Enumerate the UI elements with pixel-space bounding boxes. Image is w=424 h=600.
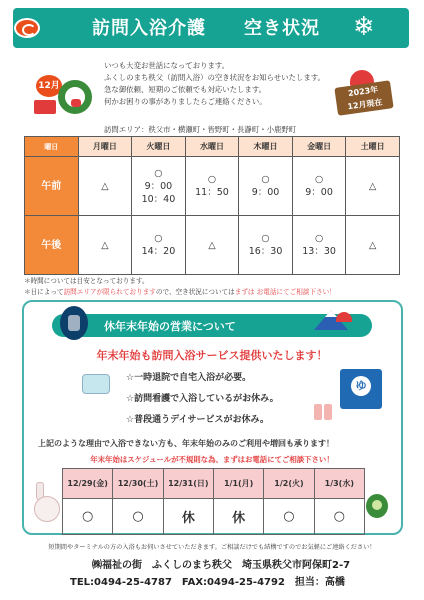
organization-address: 埼玉県秩父市阿保町2-7 (242, 560, 351, 571)
slot-cell: ○ 16：30 (239, 216, 293, 275)
intro-line: 急な御依頼、短期のご依頼でも対応いたします。 (104, 85, 267, 94)
sunrise-icon (336, 312, 352, 322)
holiday-date: 12/30(土) (113, 469, 163, 499)
row-label-pm: 午後 (25, 216, 79, 275)
weekly-schedule-table (24, 136, 400, 275)
holiday-title: 休年末年始の営業について (104, 320, 236, 333)
slot-cell: △ (346, 216, 400, 275)
intro-line: 何かお困りの事がありましたらご連絡ください。 (104, 97, 267, 106)
schedule-row-pm (25, 216, 400, 275)
day-header: 土曜日 (346, 137, 400, 157)
bath-bottles-icon (314, 404, 344, 420)
slot-cell: ○ 9：00 (292, 157, 346, 216)
sign-year: 2023年 (347, 85, 379, 99)
row-label-am: 午前 (25, 157, 79, 216)
holiday-status: ○ (113, 499, 163, 535)
holiday-date: 1/3(水) (314, 469, 364, 499)
wreath-icon (58, 80, 92, 114)
holiday-date: 1/2(火) (264, 469, 314, 499)
footer-note: 短期間やターミナルの方の入浴もお伺いさせていただきます。ご相談だけでも結構ですのでお気軽にご連絡ください！ (48, 544, 376, 551)
holiday-status: 休 (213, 499, 263, 535)
day-header: 木曜日 (239, 137, 293, 157)
intro-line: ふくしのまち秩父（訪問入浴）の空き状況をお知らせいたします。 (104, 73, 325, 82)
schedule-notes (24, 276, 336, 298)
snowflake-icon: ❄ (353, 12, 375, 42)
holiday-status: ○ (264, 499, 314, 535)
slot-cell: ○ 9：00 10：40 (132, 157, 186, 216)
day-header: 火曜日 (132, 137, 186, 157)
holiday-note: 年末年始はスケジュールが不規則な為、まずはお電話にてご相談下さい！ (90, 455, 334, 464)
organization-name: ㈱福祉の街 ふくしのまち秩父 (92, 560, 232, 571)
month-badge: 12月 (36, 75, 62, 97)
bathtub-icon (82, 374, 110, 394)
holiday-status-row (63, 499, 365, 535)
holiday-status: ○ (314, 499, 364, 535)
slot-cell: ○ 13：30 (292, 216, 346, 275)
slot-cell: △ (346, 157, 400, 216)
schedule-header-row (25, 137, 400, 157)
slot-cell: △ (78, 157, 132, 216)
schedule-corner: 曜日 (25, 137, 79, 157)
intro-text (104, 60, 325, 108)
holiday-date: 1/1(月) (213, 469, 263, 499)
holiday-status: ○ (63, 499, 113, 535)
gift-icon (34, 100, 56, 114)
day-header: 月曜日 (78, 137, 132, 157)
date-sign-board (334, 80, 393, 116)
holiday-reason: 上記のような理由で入浴できない方も、年末年始のみのご利用や増回も承ります！ (38, 439, 334, 448)
note-line: ＊日によって訪問エリアが限られておりますので、空き状況についてはまずは お電話にてご相談下さい！ (24, 288, 336, 296)
contact-info: TEL:0494-25-4787 FAX:0494-25-4792 担当：高橋 (70, 577, 345, 588)
holiday-point: ☆普段通うデイサービスがお休み。 (126, 415, 269, 425)
holiday-date: 12/31(日) (163, 469, 213, 499)
slot-cell: ○ 11：50 (185, 157, 239, 216)
holiday-point: ☆一時退院で自宅入浴が必要。 (126, 373, 252, 383)
slot-cell: ○ 9：00 (239, 157, 293, 216)
slot-cell: ○ 14：20 (132, 216, 186, 275)
service-area: 訪問エリア：秩父市・横瀬町・皆野町・長瀞町・小鹿野町 (104, 125, 297, 134)
bathhouse-sign-label: ゆ (351, 376, 371, 396)
day-header: 金曜日 (292, 137, 346, 157)
company-logo-icon (14, 18, 40, 38)
sign-month: 12月現在 (346, 97, 383, 112)
holiday-schedule-table (62, 468, 365, 535)
page-title: 訪問入浴介護 空き状況 (92, 18, 320, 39)
holiday-point: ☆訪問看護で入浴しているがお休み。 (126, 394, 279, 404)
holiday-status: 休 (163, 499, 213, 535)
holiday-date: 12/29(金) (63, 469, 113, 499)
rabbit-icon (32, 482, 60, 522)
day-header: 水曜日 (185, 137, 239, 157)
note-line: ＊時間については目安となっております。 (24, 277, 149, 285)
dragon-icon (366, 494, 388, 518)
holiday-headline: 年末年始も訪問入浴サービス提供いたします！ (96, 349, 328, 362)
holiday-date-row (63, 469, 365, 499)
slot-cell: △ (185, 216, 239, 275)
date-signpost (336, 70, 392, 114)
intro-line: いつも大変お世話になっております。 (104, 61, 230, 70)
lantern-icon (60, 306, 88, 340)
slot-cell: △ (78, 216, 132, 275)
schedule-row-am (25, 157, 400, 216)
